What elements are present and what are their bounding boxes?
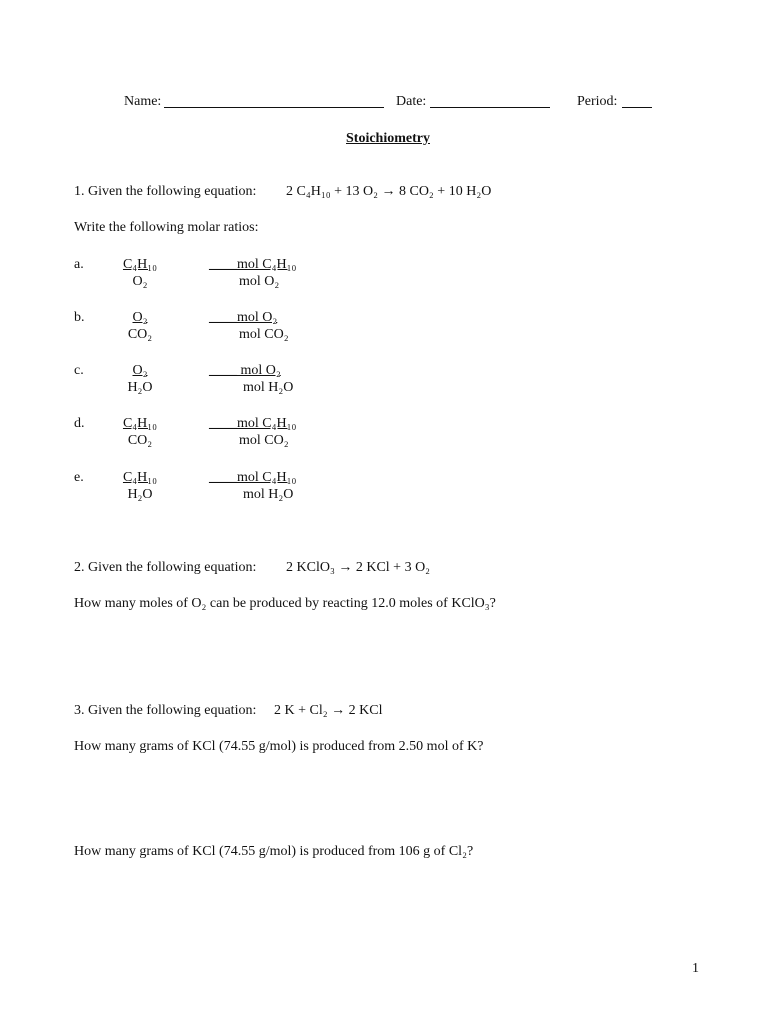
date-label: Date: xyxy=(396,94,427,109)
mol-ratio-answer-blank[interactable]: ____mol C₄H₁₀ xyxy=(209,416,297,431)
q2-equation: 2 KClO₃ → 2 KCl + 3 O₂ xyxy=(286,560,431,575)
q1-prompt: 1. Given the following equation: xyxy=(74,184,257,199)
ratio-denominator: CO₂ xyxy=(127,327,153,342)
mol-ratio-denominator: mol H₂O xyxy=(243,487,294,502)
q3-prompt: 3. Given the following equation: xyxy=(74,703,257,718)
date-field[interactable] xyxy=(430,95,550,108)
page-number: 1 xyxy=(692,961,699,976)
ratio-numerator: C₄H₁₀ xyxy=(122,257,158,272)
mol-ratio-denominator: mol CO₂ xyxy=(239,327,289,342)
q2-prompt: 2. Given the following equation: xyxy=(74,560,257,575)
ratio-numerator: C₄H₁₀ xyxy=(122,470,158,485)
period-label: Period: xyxy=(577,94,618,109)
ratio-letter: e. xyxy=(74,470,84,485)
ratio-numerator: O₂ xyxy=(132,310,148,325)
mol-ratio-denominator: mol O₂ xyxy=(239,274,280,289)
q3-question-a: How many grams of KCl (74.55 g/mol) is produced from 2.50 mol of K? xyxy=(74,739,484,754)
period-field[interactable] xyxy=(622,95,652,108)
mol-ratio-denominator: mol H₂O xyxy=(243,380,294,395)
page-title: Stoichiometry xyxy=(346,131,430,146)
ratio-letter: c. xyxy=(74,363,84,378)
ratio-numerator: O₂ xyxy=(132,363,148,378)
ratio-letter: a. xyxy=(74,257,84,272)
q3-equation: 2 K + Cl₂ → 2 KCl xyxy=(274,703,383,718)
ratio-letter: b. xyxy=(74,310,85,325)
mol-ratio-answer-blank[interactable]: ____mol C₄H₁₀ xyxy=(209,470,297,485)
ratio-denominator: CO₂ xyxy=(127,433,153,448)
mol-ratio-answer-blank[interactable]: ____mol C₄H₁₀ xyxy=(209,257,297,272)
mol-ratio-denominator: mol CO₂ xyxy=(239,433,289,448)
mol-ratio-answer-blank[interactable]: ____ mol O₂ xyxy=(209,363,281,378)
q2-question: How many moles of O₂ can be produced by reacting 12.0 moles of KClO₃? xyxy=(74,596,496,611)
q3-question-b: How many grams of KCl (74.55 g/mol) is produced from 106 g of Cl₂? xyxy=(74,844,474,859)
mol-ratio-answer-blank[interactable]: ____mol O₂ xyxy=(209,310,278,325)
ratio-letter: d. xyxy=(74,416,85,431)
name-field[interactable] xyxy=(164,95,384,108)
q1-instruction: Write the following molar ratios: xyxy=(74,220,259,235)
ratio-denominator: H₂O xyxy=(127,380,153,395)
q1-equation: 2 C₄H₁₀ + 13 O₂ → 8 CO₂ + 10 H₂O xyxy=(286,184,492,199)
ratio-numerator: C₄H₁₀ xyxy=(122,416,158,431)
ratio-denominator: O₂ xyxy=(132,274,148,289)
name-label: Name: xyxy=(124,94,162,109)
ratio-denominator: H₂O xyxy=(127,487,153,502)
